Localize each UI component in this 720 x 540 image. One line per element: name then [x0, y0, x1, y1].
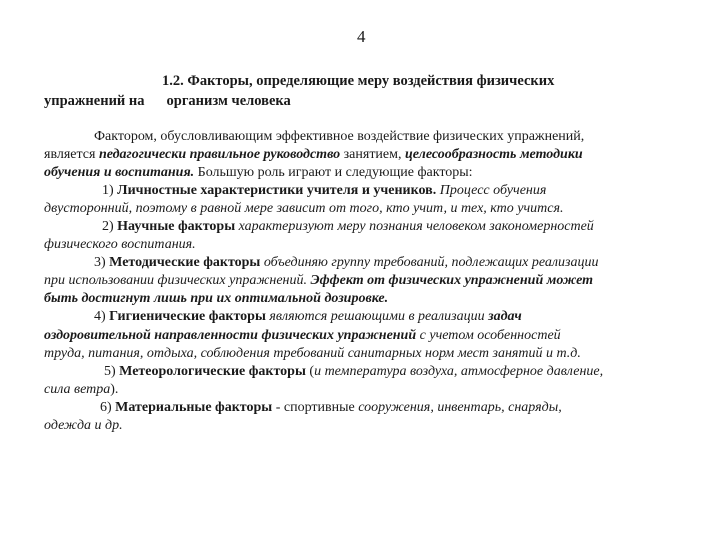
- text-segment: (: [305, 363, 315, 379]
- text-line: [44, 164, 684, 182]
- text-segment: Материальные факторы: [115, 399, 273, 415]
- text-segment: обучения и воспитания.: [44, 165, 195, 181]
- text-segment: задач: [488, 309, 522, 325]
- text-segment: 2): [102, 219, 118, 235]
- body-text: [44, 128, 684, 435]
- text-line: [44, 218, 684, 236]
- text-segment: Личностные характеристики учителя и учеников.: [117, 183, 437, 199]
- text-segment: Большую роль играют и следующие факторы:: [194, 165, 473, 181]
- text-line: [44, 236, 684, 254]
- text-segment: сооружения, инвентарь, снаряды,: [358, 399, 562, 415]
- heading-part-b: организм человека: [166, 93, 291, 109]
- text-line: [44, 272, 684, 290]
- text-segment: оздоровительной направленности физических упражнений: [44, 327, 417, 343]
- text-line: [44, 327, 684, 345]
- text-segment: Фактором, обусловливающим эффективное воздействие физических упражнений,: [94, 129, 585, 144]
- text-segment: Гигиенические факторы: [109, 309, 266, 325]
- text-segment: объединяю группу требований, подлежащих реализации: [260, 255, 599, 271]
- text-segment: 3): [94, 255, 110, 271]
- text-segment: с учетом особенностей: [416, 327, 561, 343]
- text-segment: сила ветра: [44, 381, 111, 397]
- text-segment: характеризуют меру познания человеком закономерностей: [235, 219, 594, 235]
- text-segment: - спортивные: [272, 399, 359, 415]
- text-line: [44, 146, 684, 164]
- text-segment: Научные факторы: [117, 219, 236, 235]
- text-segment: целесообразность методики: [405, 147, 583, 163]
- text-segment: двусторонний, поэтому в равной мере зависит от того, кто учит, и тех, кто учится.: [44, 201, 564, 217]
- text-segment: 5): [104, 363, 120, 379]
- text-segment: 6): [100, 399, 116, 415]
- text-segment: Процесс обучения: [436, 183, 547, 199]
- text-segment: педагогически правильное руководство: [98, 147, 341, 163]
- text-segment: ).: [110, 381, 119, 397]
- text-line: [44, 182, 684, 200]
- text-segment: являются решающими в реализации: [265, 309, 489, 325]
- text-segment: труда, питания, отдыха, соблюдения требований санитарных норм мест занятий и т.д.: [44, 345, 581, 361]
- text-line: [44, 308, 684, 326]
- page-number: 4: [357, 27, 366, 46]
- heading-part-a: упражнений на: [44, 93, 145, 109]
- text-line: [44, 399, 684, 417]
- text-line: [44, 417, 684, 435]
- text-segment: Эффект от физических упражнений может: [310, 273, 594, 289]
- text-line: [44, 290, 684, 308]
- section-heading: 1.2. Факторы, определяющие меру воздействия физических: [162, 73, 555, 89]
- text-line: [44, 381, 684, 399]
- text-segment: является: [44, 147, 99, 163]
- text-segment: занятием,: [340, 147, 405, 163]
- text-segment: физического воспитания.: [44, 237, 196, 253]
- section-heading-continued: [44, 93, 291, 110]
- text-segment: быть достигнут лишь при их оптимальной дозировке.: [44, 291, 389, 307]
- text-segment: 4): [94, 309, 110, 325]
- text-segment: и температура воздуха, атмосферное давление,: [314, 363, 604, 379]
- text-line: [44, 363, 684, 381]
- text-segment: 1): [102, 183, 118, 199]
- text-line: [44, 128, 684, 146]
- text-segment: одежда и др.: [44, 417, 123, 433]
- text-segment: при использовании физических упражнений.: [44, 273, 311, 289]
- text-line: [44, 345, 684, 363]
- text-line: [44, 200, 684, 218]
- text-line: [44, 254, 684, 272]
- text-segment: Методические факторы: [109, 255, 261, 271]
- text-segment: Метеорологические факторы: [119, 363, 306, 379]
